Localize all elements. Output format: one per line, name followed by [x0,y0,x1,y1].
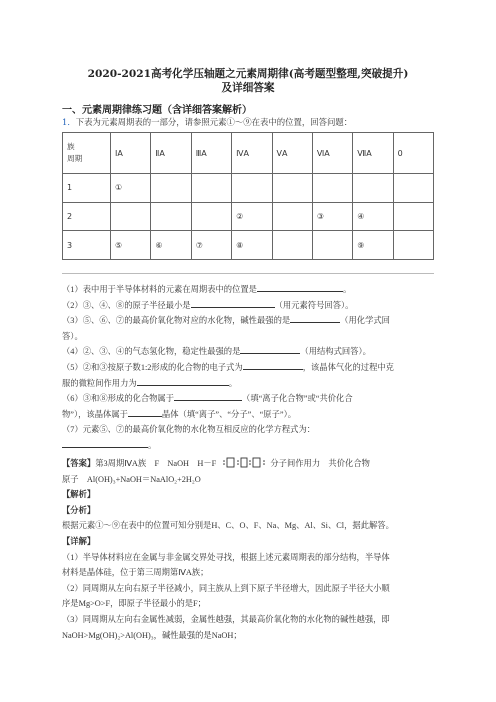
sub-question-7-cont: 。 [62,438,434,454]
group-header: 0 [393,133,433,174]
question-stem [62,116,352,128]
fenxi-text: 根据元素①～⑨在表中的位置可知分别是H、C、O、F、Na、Mg、Al、Si、Cl，据此解答。 [62,521,394,531]
element-cell [151,174,191,203]
table-row [63,202,434,231]
element-cell [312,231,352,260]
periodic-table-excerpt [62,132,434,260]
sub-question-2: （2）③、④、⑧的原子半径最小是 （用元素符号回答）。 [62,300,354,310]
answer-blank [137,377,229,386]
table-row [63,174,434,203]
sub-question-4: （4）②、③、④的气态氢化物，稳定性最强的是 （用结构式回答）。 [62,347,371,357]
sub-question-3: （3）⑤、⑥、⑦的最高价氧化物对应的水化物，碱性最强的是 （用化学式回 [62,316,390,326]
group-header: ⅥA [312,133,352,174]
answer-blank [257,283,343,292]
group-header: ⅦA [353,133,393,174]
element-cell [272,202,312,231]
element-cell: ⑦ [191,231,231,260]
element-cell: ⑨ [353,231,393,260]
element-cell [393,174,433,203]
element-cell [312,174,352,203]
xiangjie-label: 【详解】 [62,536,96,546]
answer-section [62,456,434,643]
table-corner-cell [63,133,111,174]
element-cell [393,202,433,231]
sub-question-5-cont: 服的微粒间作用力为 。 [62,378,237,388]
answer-blank [290,314,340,323]
group-header: ⅡA [151,133,191,174]
co2-electron-dot-icon [222,457,266,468]
document-title: 2020-2021高考化学压轴题之元素周期律(高考题型整理,突破提升) [87,68,409,80]
element-cell [272,174,312,203]
detail-line: 材料是晶体硅，位于第三周期第ⅣA族； [62,568,209,578]
question-number: 1． [62,117,76,127]
element-cell [151,202,191,231]
table-header-row [63,133,434,174]
jiexi-label: 【解析】 [62,490,96,500]
fenxi-label: 【分析】 [62,505,96,515]
element-cell: ⑧ [232,231,272,260]
group-header: ⅤA [272,133,312,174]
answer-blank [174,392,242,401]
document-title-line2: 及详细答案 [221,82,275,94]
corner-group-label: 族 [67,142,75,151]
sub-question-6: （6）③和⑧形成的化合物属于 （填“离子化合物”或“共价化合 [62,394,353,404]
element-cell [191,202,231,231]
element-cell [393,231,433,260]
detail-line: （2）同周期从左向右原子半径减小，同主族从上到下原子半径增大，因此原子半径大小顺 [62,583,390,593]
answer-blank [62,439,148,448]
period-cell: 1 [63,174,111,203]
sub-question-3-cont: 答）。 [62,331,83,341]
answer-blank [191,299,275,308]
sub-question-5: （5）②和③按原子数1:2形成的化合物的电子式为 ，该晶体气化的过程中克 [62,362,394,372]
period-cell: 2 [63,202,111,231]
element-cell: ⑤ [111,231,151,260]
element-cell [232,174,272,203]
question-text: 下表为元素周期表的一部分，请参照元素①～⑨在表中的位置，回答问题： [75,117,353,127]
element-cell: ② [232,202,272,231]
sub-questions [62,282,434,454]
answer-blank [243,361,303,370]
detail-line: （1）半导体材料应在金属与非金属交界处寻找，根据上述元素周期表的部分结构，半导体 [62,552,390,562]
answer-blank [240,345,300,354]
sub-question-1: （1）表中用于半导体材料的元素在周期表中的位置是 。 [62,285,352,294]
detail-line: NaOH>Mg(OH)₂>Al(OH)₃，碱性最强的是NaOH； [62,630,242,640]
element-cell: ④ [353,202,393,231]
element-cell: ⑥ [151,231,191,260]
element-cell [272,231,312,260]
group-header: ⅢA [191,133,231,174]
element-cell [191,174,231,203]
table-row [63,231,434,260]
period-cell: 3 [63,231,111,260]
element-cell: ① [111,174,151,203]
answer-line-2: 原子 Al(OH)₃+NaOH＝NaAlO₂+2H₂O [62,474,201,484]
answer-label: 【答案】 [62,459,96,468]
element-cell: ③ [312,202,352,231]
group-header: ⅣA [232,133,272,174]
group-header: ⅠA [111,133,151,174]
sub-question-7: （7）元素⑤、⑦的最高价氧化物的水化物互相反应的化学方程式为： [62,425,316,435]
divider [62,273,434,274]
section-heading: 一、元素周期律练习题（含详细答案解析） [62,105,252,116]
detail-line: 序是Mg>O>F，即原子半径最小的是F； [62,599,206,609]
answer-line: 【答案】第3周期ⅣA族 F NaOH H－F 分子间作用力 共价化合物 [62,459,370,468]
element-cell [111,202,151,231]
sub-question-6-cont: 物”），该晶体属于 晶体（填“离子”、“分子”、“原子”）。 [62,409,297,419]
answer-blank [128,408,162,417]
detail-line: （3）同周期从左向右金属性减弱，金属性越强，其最高价氧化物的水化物的碱性越强，即 [62,614,390,624]
element-cell [353,174,393,203]
corner-period-label: 周期 [67,154,83,163]
